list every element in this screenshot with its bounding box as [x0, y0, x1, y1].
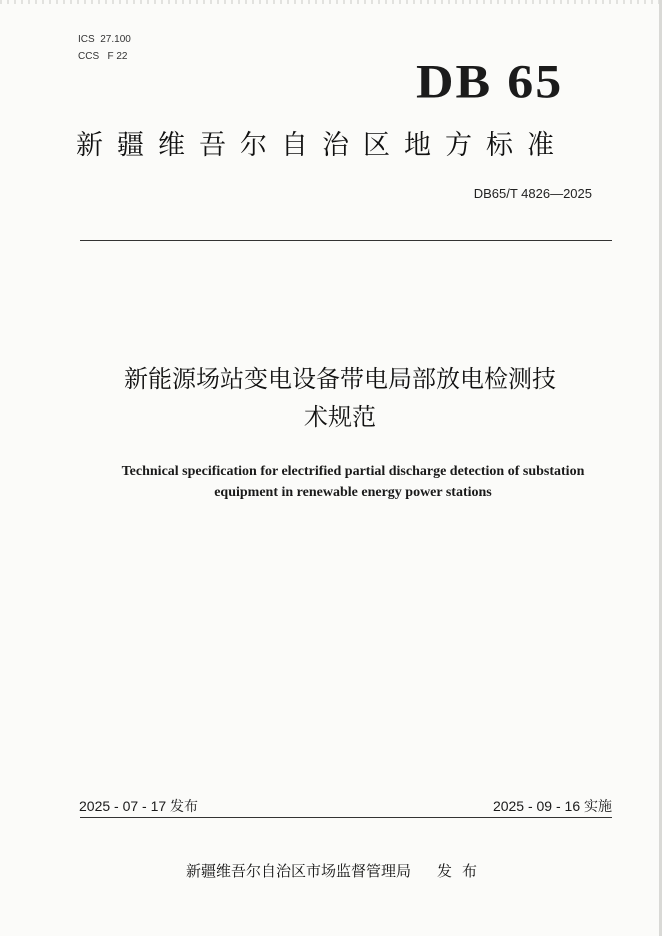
db-logo-text: DB 65 [416, 56, 564, 109]
header-divider [80, 240, 612, 241]
title-english-line-1: Technical specification for electrified partial discharge detection of substation [121, 464, 585, 479]
standard-type-heading: 新疆维吾尔自治区地方标准 [76, 130, 568, 161]
implementation-date: 2025 - 09 - 16 实施 [492, 798, 612, 814]
standard-number: DB65/T 4826—2025 [473, 186, 592, 201]
footer-divider [80, 817, 612, 818]
title-chinese-line-1: 新能源场站变电设备带电局部放电检测技 [124, 365, 556, 393]
title-chinese [60, 360, 620, 436]
ccs-code: CCS F 22 [78, 51, 128, 62]
issuer-line [186, 860, 487, 881]
issue-date: 2025 - 07 - 17 发布 [79, 798, 199, 814]
ics-code: ICS 27.100 [78, 34, 131, 45]
title-english [60, 461, 646, 503]
title-english-line-2: equipment in renewable energy power stations [214, 485, 492, 500]
db-logo [416, 56, 564, 110]
classification-codes [78, 31, 131, 65]
issuer-action: 发布 [437, 862, 488, 880]
scan-speckle [0, 0, 662, 4]
issuer-name: 新疆维吾尔自治区市场监督管理局 [186, 862, 412, 880]
title-chinese-line-2: 术规范 [304, 403, 376, 431]
